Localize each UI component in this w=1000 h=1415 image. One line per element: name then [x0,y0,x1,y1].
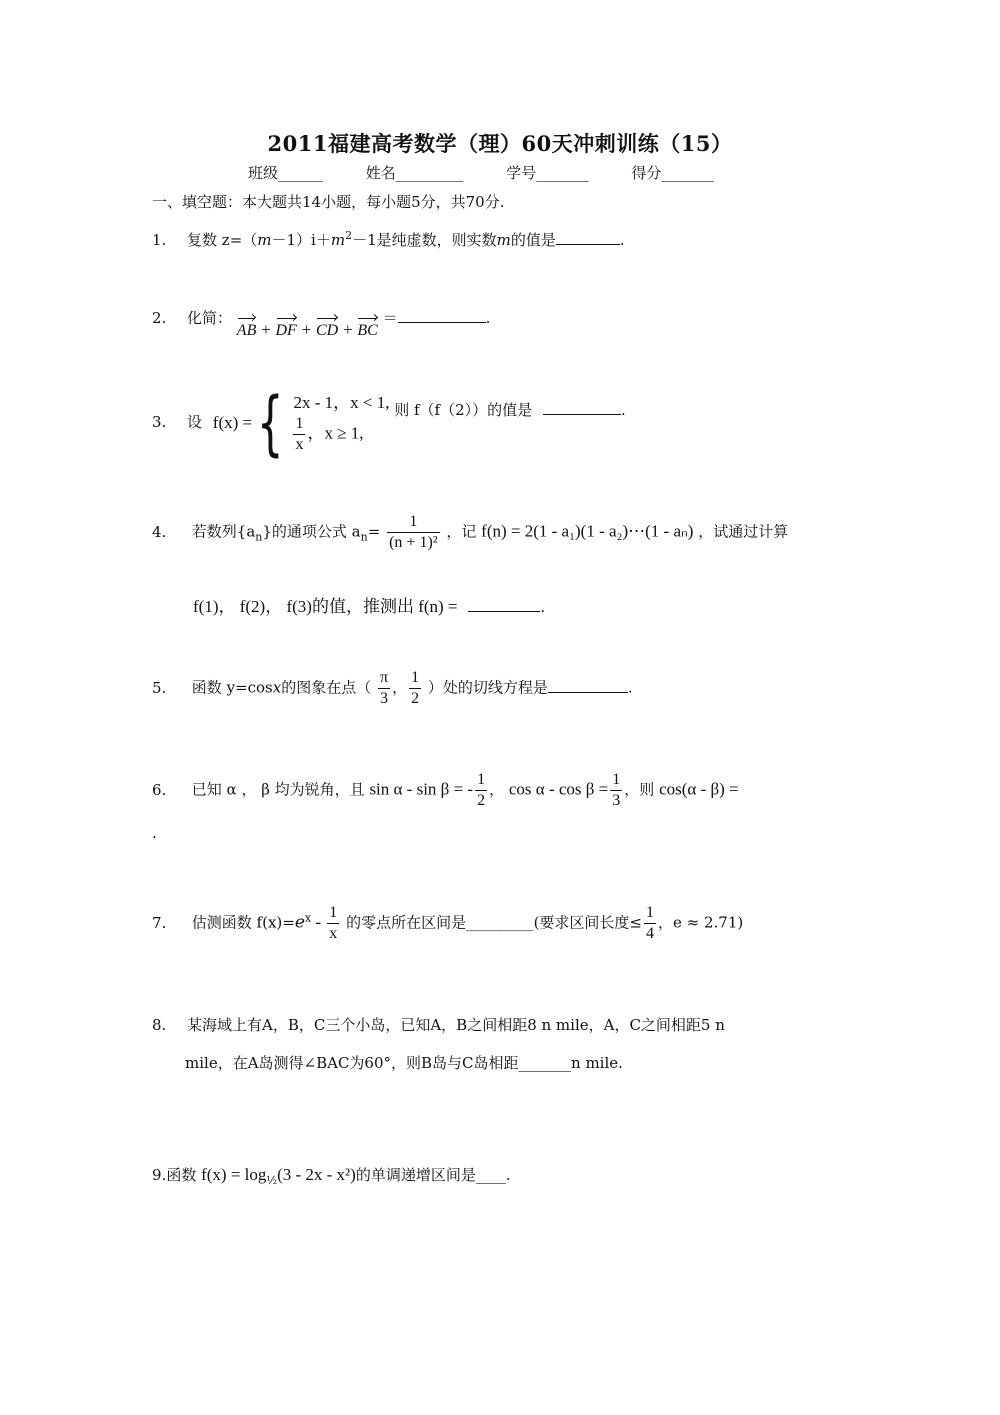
math-var: e [294,912,305,933]
math-expression: cos α - cos β = [508,779,609,799]
log-argument: (3 - 2x - x²) [277,1165,356,1184]
question-8-line-2: mile，在A岛测得∠BAC为60°，则B岛与C岛相距_______n mile. [185,1054,623,1072]
question-text: 函数 [166,1166,197,1184]
equals-sign: ＝ [382,309,398,327]
question-text: 化简： [187,309,233,327]
vector-bc: BC [357,322,378,339]
question-text: 则 f（f（2））的值是 [394,400,533,419]
question-text: ，试通过计算 [698,522,789,541]
question-text: 的值是 [510,231,556,249]
equals-sign: = [367,522,381,541]
subscript: n [360,530,368,544]
question-number: 8. [152,1016,167,1034]
question-text: 已知 α ， β 均为锐角，且 [191,780,365,799]
log-base: ½ [266,1174,278,1187]
answer-blank[interactable] [548,678,628,693]
question-text: ，记 [446,522,477,541]
class-field[interactable]: 班级______ [248,164,324,182]
math-text: z=（ [221,231,258,249]
math-var: x [272,678,282,697]
question-8 [152,1014,725,1035]
fraction-denominator: x [295,435,304,453]
period: . [627,678,633,697]
question-number: 5. [152,678,167,697]
name-field[interactable]: 姓名_________ [365,164,464,182]
question-text: 的零点所在区间是_________(要求区间长度≤ [346,913,643,932]
question-text: 某海域上有A，B，C三个小岛，已知A，B之间相距8 n mile，A，C之间相距5 n [187,1016,725,1034]
exponent: 2 [345,229,353,242]
fraction-numerator: 1 [411,669,420,686]
answer-blank[interactable] [543,400,621,415]
plus-sign: + [261,320,271,339]
minus-sign: - [311,912,326,932]
function-name: f(x) = [212,413,253,432]
question-number: 4. [152,522,167,541]
question-text: ）处的切线方程是 [427,678,548,697]
fraction-numerator: 1 [646,904,655,921]
fraction-numerator: 1 [612,771,621,788]
score-field[interactable]: 得分_______ [631,164,714,182]
question-3 [152,382,626,464]
fraction-denominator: 2 [477,792,486,809]
question-6 [152,770,739,811]
product-formula: f(n) = 2(1 - a₁)(1 - a₂)⋯(1 - aₙ) [481,521,694,541]
case-1: 2x - 1，x < 1, [293,392,390,412]
page-title: 2011福建高考数学（理）60天冲刺训练（15） [267,131,733,156]
question-text: 的单调递增区间是____. [355,1166,511,1184]
fraction-denominator: (n + 1)² [389,534,438,551]
math-var: m [496,231,511,249]
question-4 [152,512,788,553]
fraction-numerator: 1 [329,904,338,921]
question-text: 复数 [187,231,218,249]
fraction-denominator: 2 [411,690,420,707]
question-7 [152,903,743,944]
question-text: ，则 [624,780,655,799]
question-number: 9. [152,1166,167,1184]
vector-cd: CD [315,322,339,339]
answer-blank[interactable] [398,308,486,323]
question-text: 估测函数 f(x)= [191,913,295,932]
question-5 [152,668,633,709]
period: . [540,598,546,616]
question-text: ，e ≈ 2.71) [658,913,744,932]
answer-blank[interactable] [468,597,540,612]
separator: ， [392,678,408,697]
fraction-denominator: 3 [378,688,390,709]
period: . [620,400,626,419]
fraction-denominator: 3 [612,792,621,809]
question-number: 6. [152,780,167,799]
math-text: －1）i＋ [271,231,331,249]
vector-df: DF [275,322,297,339]
math-text: y=cos [226,678,273,697]
fraction-numerator: 1 [409,513,418,530]
fraction-numerator: 1 [295,414,304,432]
question-2 [152,307,491,339]
question-6-line-2: . [152,824,157,842]
fraction-denominator: 4 [646,925,655,942]
question-4-line-2 [193,592,545,617]
question-text: 的图象在点（ [281,678,372,697]
separator: ， [489,780,505,799]
question-number: 1. [152,231,167,249]
period: . [619,231,625,249]
fraction-denominator: x [329,925,338,942]
question-text: 函数 [191,678,222,697]
question-text: 设 [187,413,203,431]
fraction-numerator: 1 [477,771,486,788]
question-1 [152,229,625,250]
fraction-numerator: π [380,669,389,686]
question-9 [152,1164,511,1187]
question-number: 7. [152,913,167,932]
section-heading: 一、填空题：本大题共14小题，每小题5分，共70分. [152,193,505,211]
plus-sign: + [301,320,312,339]
case-condition: ，x ≥ 1, [307,422,364,442]
student-id-field[interactable]: 学号_______ [506,164,589,182]
answer-blank[interactable] [556,230,620,245]
question-text: 若数列{a [191,522,256,541]
student-info-row [248,162,714,183]
question-text: －1是纯虚数，则实数 [352,231,497,249]
left-brace: { [257,382,284,464]
subscript: n [255,530,263,544]
question-text: f(1)， f(2)， f(3)的值，推测出 f(n) = [193,597,458,616]
question-text: }的通项公式 a [262,522,361,541]
exponent: x [304,911,312,925]
question-number: 2. [152,309,167,327]
case-2 [293,414,389,455]
math-expression: cos(α - β) = [659,779,739,799]
log-function: f(x) = log [201,1165,267,1184]
plus-sign: + [343,320,353,339]
vector-ab: AB [236,322,257,339]
piecewise-cases [293,392,389,455]
period: . [485,309,491,327]
math-var: m [330,231,346,249]
question-number: 3. [152,413,167,431]
math-expression: sin α - sin β = - [369,779,474,799]
math-var: m [257,231,272,249]
